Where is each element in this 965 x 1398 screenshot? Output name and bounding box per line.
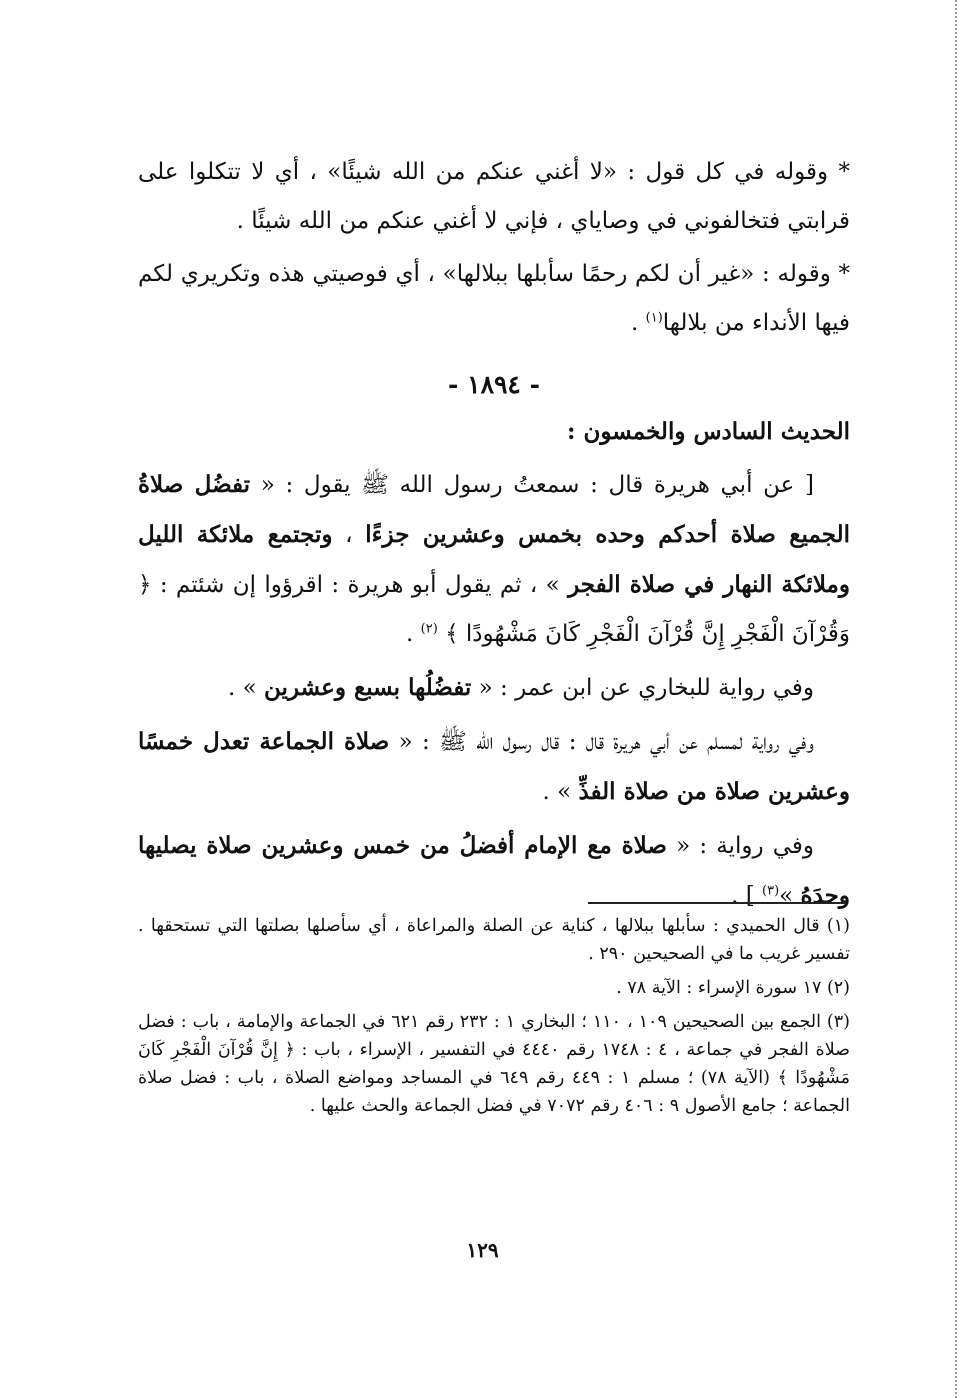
muslim-intro: وفي رواية لمسلم عن أبي هريرة قال : قال رسول الله ﷺ : « — [389, 729, 814, 755]
other-intro: وفي رواية : « — [666, 833, 814, 859]
footnote-ref-1[interactable]: (١) — [645, 310, 663, 326]
hadith-separator: ، — [332, 522, 366, 548]
commentary-paragraph-2-end: . — [631, 310, 646, 336]
footnote-2: (٢) ١٧ سورة الإسراء : الآية ٧٨ . — [616, 978, 850, 998]
footnote-ref-2[interactable]: (٢) — [420, 621, 438, 637]
other-narration — [138, 821, 850, 921]
bukhari-intro: وفي رواية للبخاري عن ابن عمر : « — [471, 675, 814, 701]
page-edge-dotted-line — [955, 0, 957, 1398]
page-body — [138, 148, 850, 921]
commentary-paragraph-2-text: * وقوله : «غير أن لكم رحمًا سأبلها ببلالها» ، أي فوصيتي هذه وتكريري لكم فيها الأنداء من بلالها — [138, 261, 850, 336]
other-quote-close: » — [779, 883, 801, 909]
hadith-number: - ١٨٩٤ - — [448, 370, 540, 399]
muslim-narration — [138, 717, 850, 817]
hadith-main-end: . — [406, 621, 421, 647]
hadith-intro: [ عن أبي هريرة قال : سمعتُ رسول الله ﷺ يقول : « — [250, 472, 814, 498]
footnote-3: (٣) الجمع بين الصحيحين ١٠٩ ، ١١٠ ؛ البخاري ١ : ٢٣٢ رقم ٦٢١ في الجماعة والإمامة ، باب : فضل صلاة الفجر في جماعة ، ٤ : ١٧٤٨ رقم ٤٤٤٠ في التفسير ، الإسراء ، باب : ﴿ إِنَّ قُرْآنَ الْفَجْرِ كَانَ مَشْهُودًا ﴾ (الآية ٧٨) ؛ مسلم ١ : ٤٤٩ رقم ٦٤٩ في المساجد ومواضع الصلاة ، باب : فضل صلاة الجماعة ؛ جامع الأصول ٩ : ٤٠٦ رقم ٧٠٧٢ في فضل الجماعة والحث عليها . — [138, 1012, 850, 1116]
other-quote: صلاة مع الإمام أفضلُ من خمس وعشرين صلاة يصليها وحدَهُ — [138, 832, 850, 909]
section-heading: الحديث السادس والخمسون : — [567, 418, 850, 445]
footnote-divider — [588, 902, 846, 904]
hadith-quote-part-2: وتجتمع ملائكة الليل وملائكة النهار في صلاة الفجر — [138, 521, 850, 598]
page-number: ١٢٩ — [466, 1238, 499, 1262]
footnotes — [138, 912, 850, 1120]
footnote-ref-3[interactable]: (٣) — [762, 883, 780, 899]
bukhari-quote: تفضُلُها بسبع وعشرين — [264, 674, 472, 701]
hadith-main-text — [138, 460, 850, 659]
footnote-1: (١) قال الحميدي : سأبلها ببلالها ، كناية عن الصلة والمراعاة ، أي سأصلها بصلتها التي تستحقها . تفسير غريب ما في الصحيحين ٢٩٠ . — [138, 916, 850, 964]
hadith-continuation: » ، ثم يقول أبو هريرة : اقرؤوا إن شئتم : ﴿ وَقُرْآنَ الْفَجْرِ إِنَّ قُرْآنَ الْفَجْرِ كَانَ مَشْهُودًا ﴾ — [138, 572, 850, 647]
other-end: ] . — [731, 883, 763, 909]
muslim-quote: صلاة الجماعة تعدل خمسًا وعشرين صلاة من صلاة الفذِّ — [138, 728, 850, 805]
hadith-quote-part-1: تفضُل صلاةُ الجميع صلاة أحدكم وحده بخمس وعشرين جزءًا — [138, 471, 850, 548]
bukhari-end: » . — [228, 675, 265, 701]
commentary-paragraph-2 — [138, 250, 850, 348]
commentary-paragraph-1: * وقوله في كل قول : «لا أغني عنكم من الله شيئًا» ، أي لا تتكلوا على قرابتي فتخالفوني في وصاياي ، فإني لا أغني عنكم من الله شيئًا . — [138, 159, 850, 234]
muslim-end: » . — [542, 779, 579, 805]
bukhari-narration — [138, 663, 850, 713]
